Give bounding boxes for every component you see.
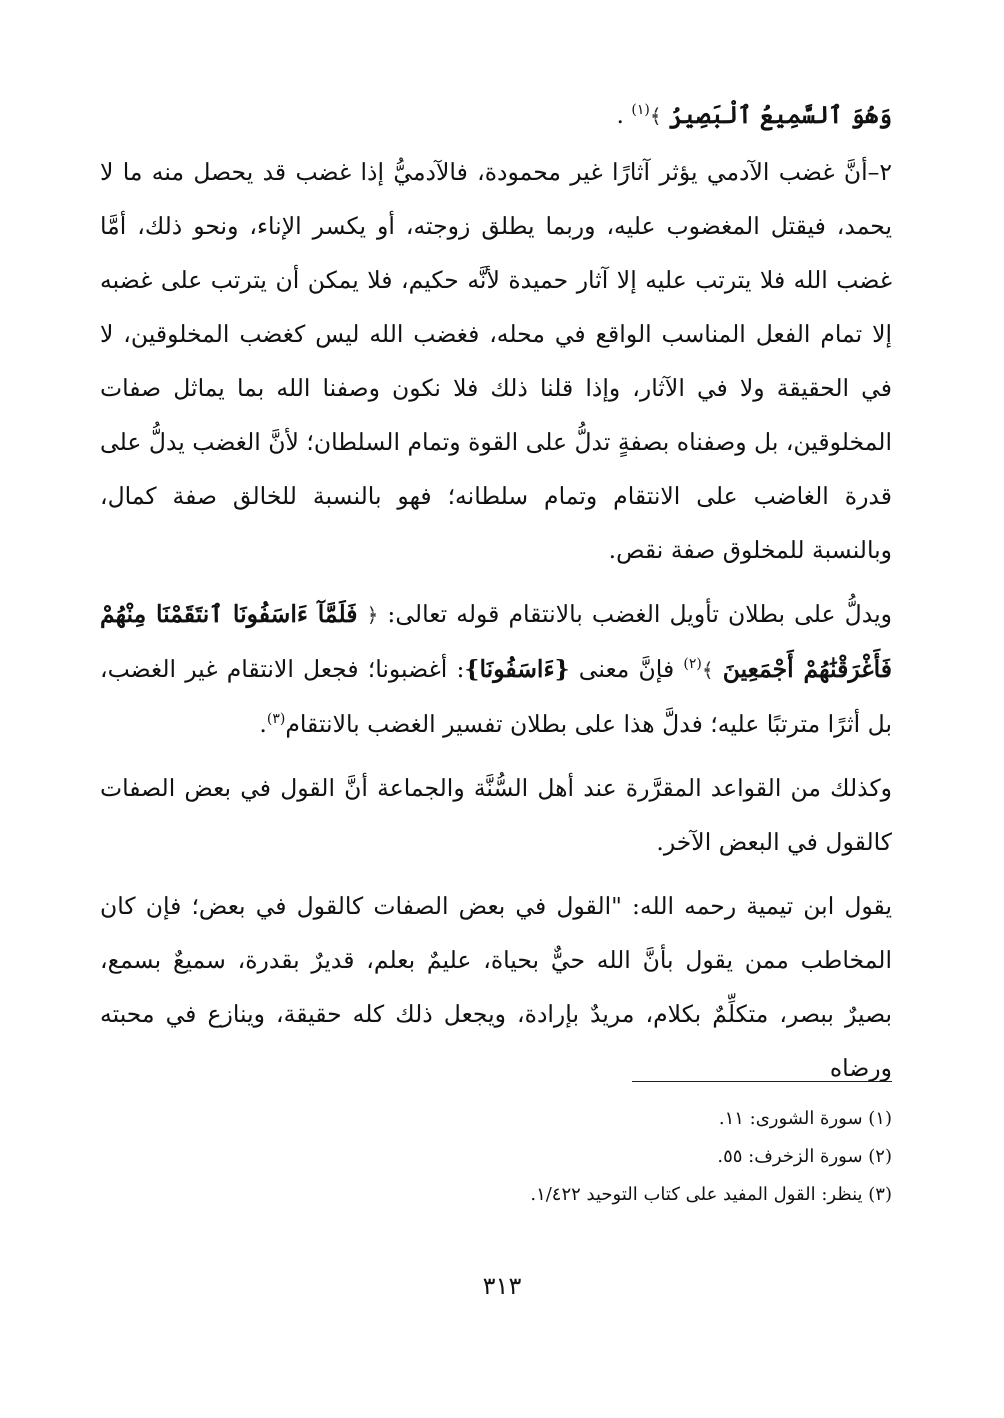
- footnotes: [100, 1100, 892, 1214]
- quran-verse-2: فَلَمَّآ ءَاسَفُونَا ٱنتَقَمْنَا مِنْهُمْ فَأَغْرَقْنَٰهُمْ أَجْمَعِينَ: [100, 600, 892, 683]
- verse-close-ornament-2: ﴾: [701, 658, 714, 682]
- footnote-ref-1[interactable]: (١): [631, 102, 650, 119]
- verse-close-ornament: ﴾: [649, 104, 662, 128]
- paragraph-end: .: [259, 710, 267, 738]
- paragraph-ibn-taymiyyah: يقول ابن تيمية رحمه الله: "القول في بعض الصفات كالقول في بعض؛ فإن كان المخاطب ممن يقول بأنَّ الله حيٌّ بحياة، عليمٌ بعلم، قديرٌ بقدرة، سميعٌ بسمع، بصيرٌ ببصر، متكلِّمٌ بكلام، مريدٌ بإرادة، ويجعل ذلك كله حقيقة، وينازع في محبته ورضاه: [100, 892, 892, 1082]
- verse-trailing-period: .: [616, 101, 624, 129]
- paragraph-rule: وكذلك من القواعد المقرَّرة عند أهل السُّنَّة والجماعة أنَّ القول في بعض الصفات كالقول في البعض الآخر.: [100, 774, 892, 856]
- paragraph-tail: : أغضبونا؛ فجعل الانتقام غير الغضب، بل أثرًا مترتبًا عليه؛ فدلَّ هذا على بطلان تفسير الغضب بالانتقام: [100, 655, 892, 738]
- footnote-divider: [632, 1081, 892, 1082]
- paragraph-mid: فإنَّ معنى: [569, 655, 684, 683]
- verse-line: [100, 88, 892, 143]
- quoted-word: {ءَاسَفُونَا}: [464, 655, 570, 683]
- footnote-ref-3[interactable]: (٣): [266, 711, 286, 728]
- footnote-1: (١) سورة الشورى: ١١.: [718, 1108, 892, 1129]
- footnote-3: (٣) ينظر: القول المفيد على كتاب التوحيد ١/٤٢٢.: [530, 1184, 892, 1205]
- paragraph-point-2: ٢–أنَّ غضب الآدمي يؤثر آثارًا غير محمودة، فالآدميُّ إذا غضب قد يحصل منه ما لا يحمد، فيقتل المغضوب عليه، وربما يطلق زوجته، أو يكسر الإناء، ونحو ذلك، أمَّا غضب الله فلا يترتب عليه إلا آثار حميدة لأنَّه حكيم، فلا يمكن أن يترتب على غضبه إلا تمام الفعل المناسب الواقع في محله، فغضب الله ليس كغضب المخلوقين، لا في الحقيقة ولا في الآثار، وإذا قلنا ذلك فلا نكون وصفنا الله بما يماثل صفات المخلوقين، بل وصفناه بصفةٍ تدلُّ على القوة وتمام السلطان؛ لأنَّ الغضب يدلُّ على قدرة الغاضب على الانتقام وتمام سلطانه؛ فهو بالنسبة للخالق صفة كمال، وبالنسبة للمخلوق صفة نقص.: [100, 158, 892, 564]
- page-body: [100, 88, 892, 1388]
- page-number: ٣١٣: [482, 1272, 522, 1300]
- quran-verse: وَهُوَ ٱلسَّمِيعُ ٱلْبَصِيرُ: [669, 101, 892, 129]
- paragraph-anger-interpretation: [100, 587, 892, 751]
- verse-open-ornament: ﴿: [366, 603, 379, 627]
- footnote-ref-2[interactable]: (٢): [683, 656, 702, 673]
- footnote-2: (٢) سورة الزخرف: ٥٥.: [717, 1146, 892, 1167]
- paragraph-lead: ويدلُّ على بطلان تأويل الغضب بالانتقام قوله تعالى:: [378, 600, 892, 628]
